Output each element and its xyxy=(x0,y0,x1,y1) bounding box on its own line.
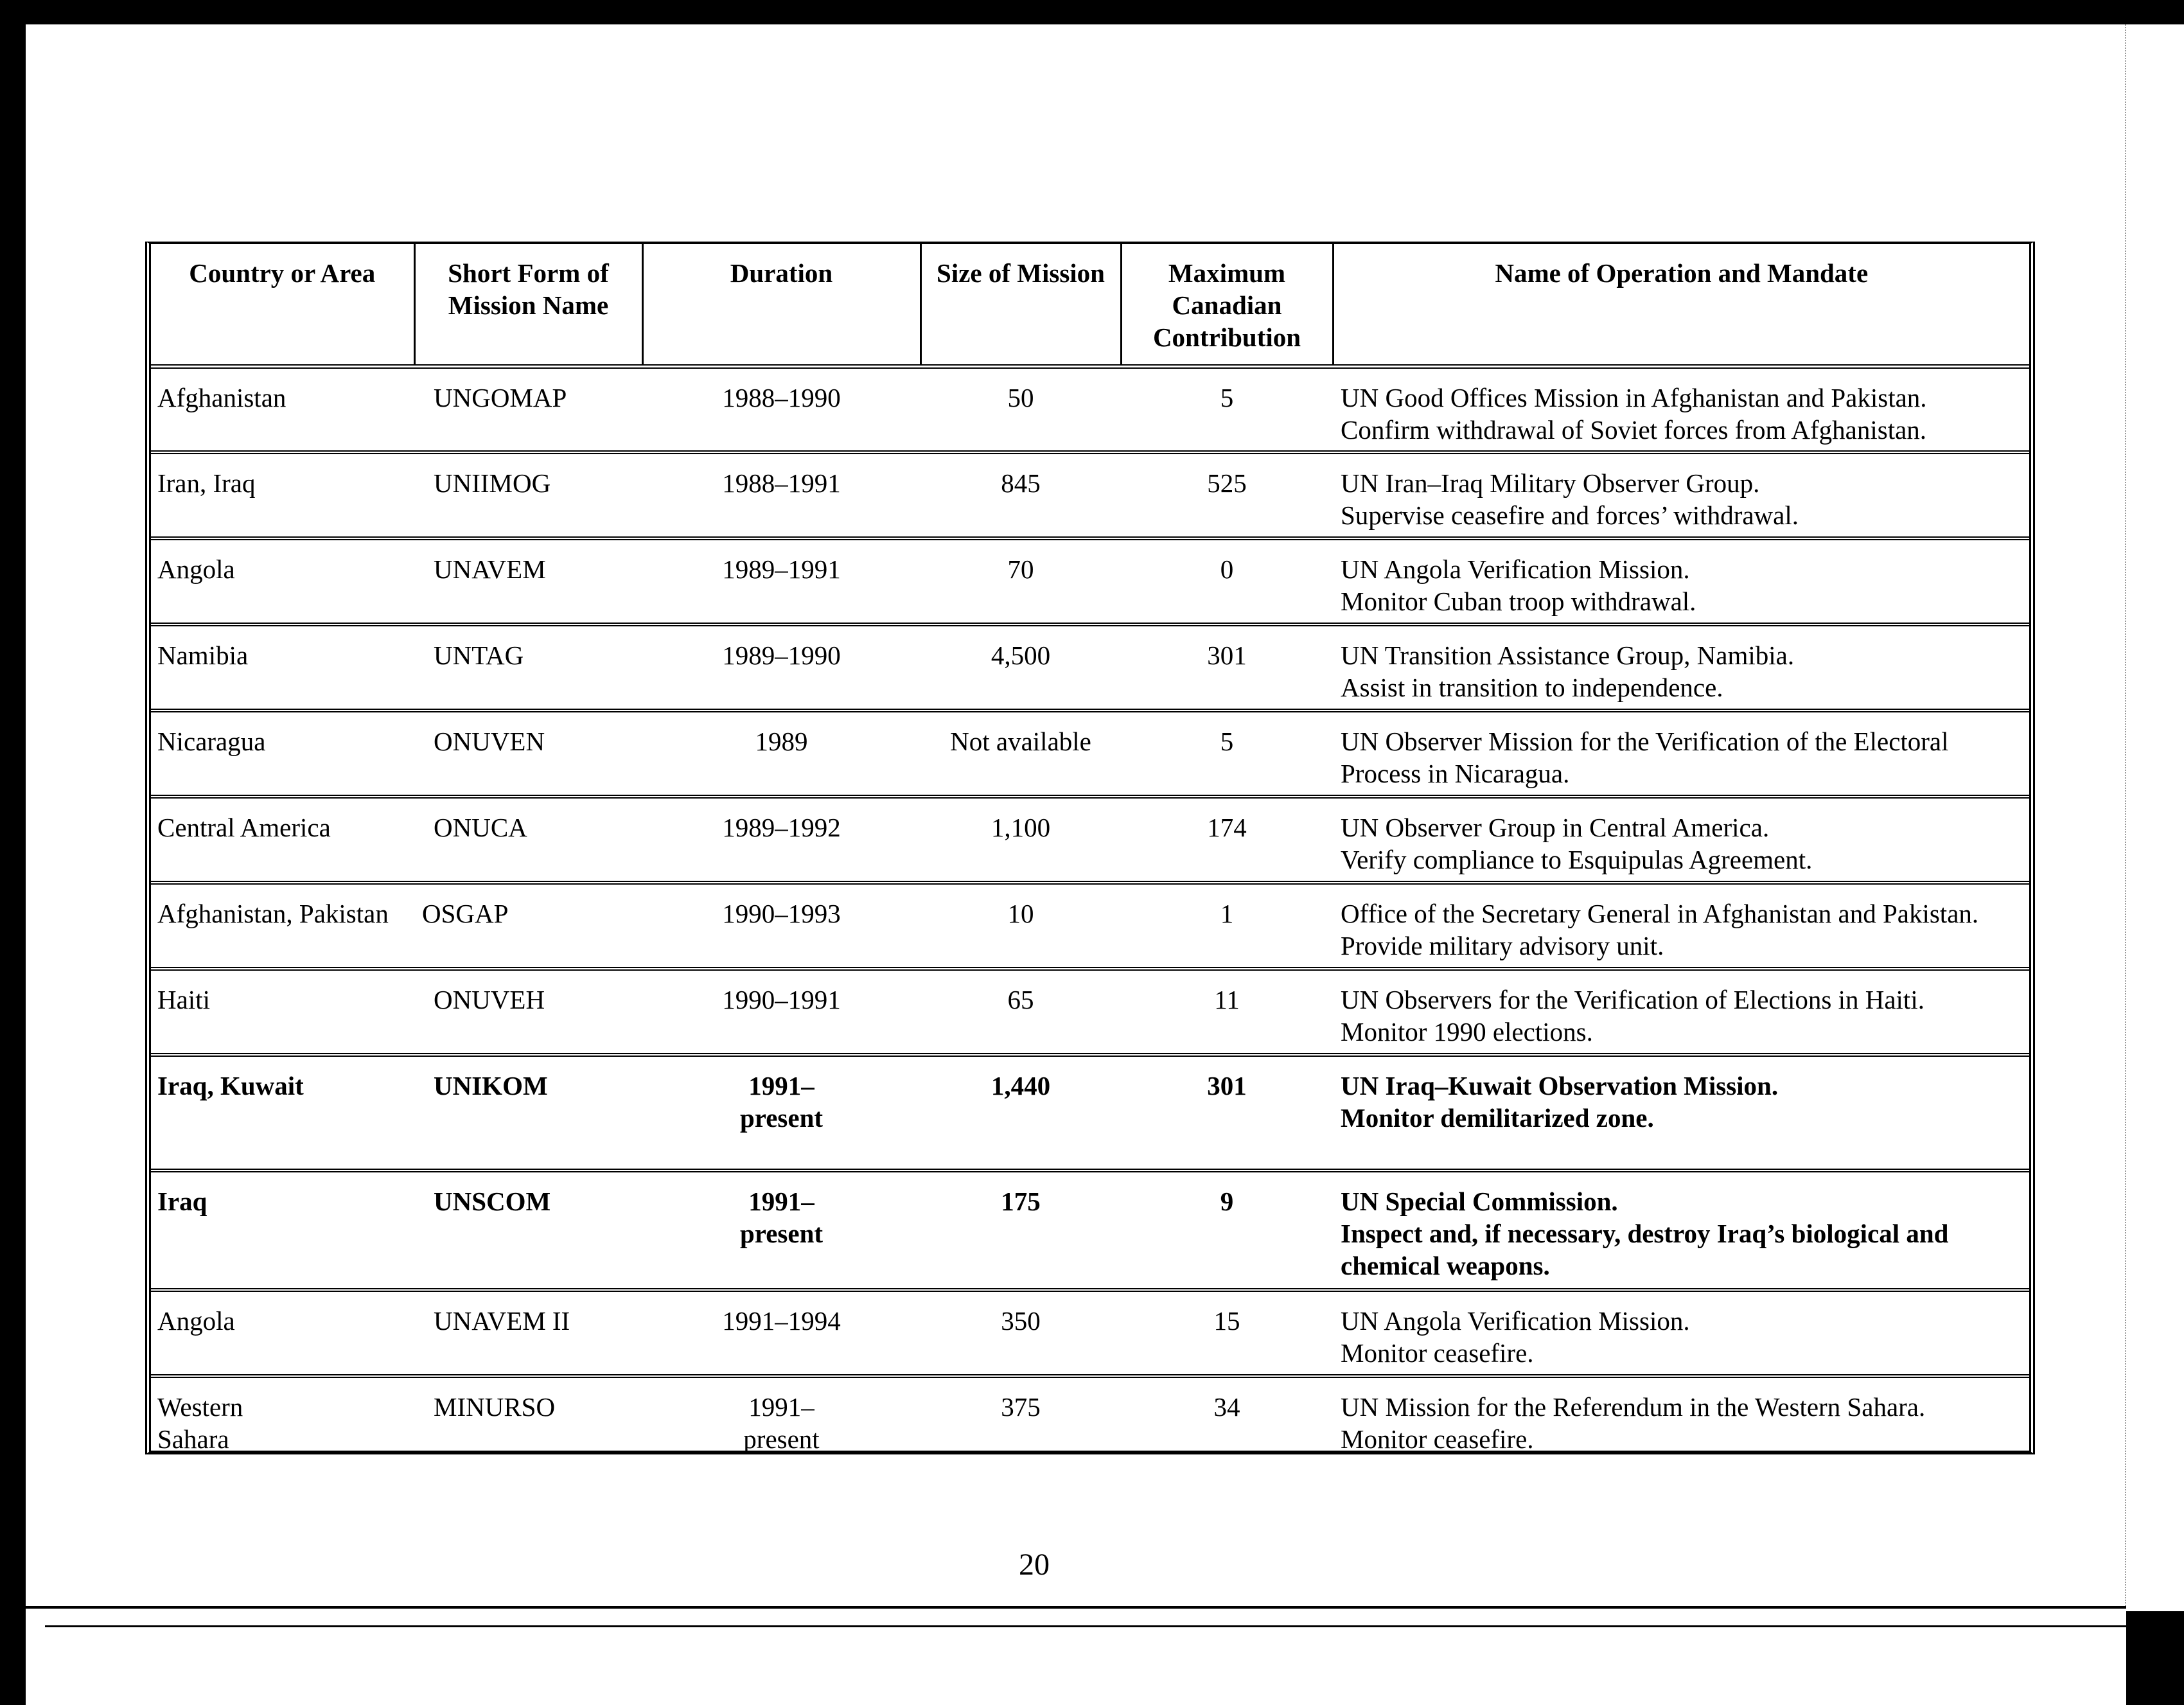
header-max-contribution: Maximum Canadian Contribution xyxy=(1121,244,1333,366)
cell-size: 175 xyxy=(920,1171,1121,1290)
header-duration: Duration xyxy=(642,244,920,366)
cell-size: 70 xyxy=(920,538,1121,624)
cell-max-contribution: 34 xyxy=(1213,1392,1240,1422)
cell-operation xyxy=(1333,711,2029,797)
cell-country: Namibia xyxy=(151,624,414,711)
header-operation-mandate: Name of Operation and Mandate xyxy=(1333,244,2029,366)
cell-country: Angola xyxy=(151,538,414,624)
cell-duration: 1991– present xyxy=(642,1171,920,1290)
cell-max-contribution: 301 xyxy=(1121,1055,1333,1171)
cell-short-form: UNSCOM xyxy=(414,1171,642,1290)
cell-size: 10 xyxy=(920,883,1121,969)
table-row xyxy=(151,797,2029,883)
cell-operation xyxy=(1333,1290,2029,1376)
operation-mandate: Confirm withdrawal of Soviet forces from Afghanistan. xyxy=(1341,414,1927,445)
cell-size: Not available xyxy=(920,711,1121,797)
cell-short-form: ONUVEN xyxy=(414,711,642,797)
cell-max-contribution: 5 xyxy=(1121,711,1333,797)
cell-operation xyxy=(1333,1376,2029,1455)
operation-mandate: Monitor demilitarized zone. xyxy=(1341,1103,1654,1133)
cell-country: Haiti xyxy=(151,969,414,1055)
operation-mandate: Monitor ceasefire. xyxy=(1341,1338,1534,1368)
cell-duration: 1989–1990 xyxy=(642,624,920,711)
cell-max-contribution: 9 xyxy=(1121,1171,1333,1290)
page-number: 20 xyxy=(1019,1548,1050,1582)
cell-size: 4,500 xyxy=(920,624,1121,711)
cell-size: 350 xyxy=(920,1290,1121,1376)
operation-mandate: Monitor 1990 elections. xyxy=(1341,1017,1593,1047)
cell-short-form: UNAVEM II xyxy=(414,1290,642,1376)
cell-country: Nicaragua xyxy=(151,711,414,797)
table-row xyxy=(151,711,2029,797)
cell-short-form: ONUVEH xyxy=(414,969,642,1055)
operation-mandate: Monitor ceasefire. xyxy=(1341,1424,1534,1454)
cell-short-form: ONUCA xyxy=(414,797,642,883)
cell-country: Iraq, Kuwait xyxy=(151,1055,414,1171)
cell-max-contribution: 525 xyxy=(1121,452,1333,538)
operation-name: UN Angola Verification Mission. xyxy=(1341,554,1690,584)
cell-country: Central America xyxy=(151,797,414,883)
operation-name: UN Special Commission. xyxy=(1341,1187,1618,1216)
table-row xyxy=(151,1290,2029,1376)
operation-mandate: Supervise ceasefire and forces’ withdrawal. xyxy=(1341,500,1799,530)
table-row xyxy=(151,538,2029,624)
cell-size: 1,100 xyxy=(920,797,1121,883)
operation-name: UN Mission for the Referendum in the Western Sahara. xyxy=(1341,1392,1926,1422)
cell-duration: 1989–1991 xyxy=(642,538,920,624)
operation-mandate: Inspect and, if necessary, destroy Iraq’s biological and chemical weapons. xyxy=(1341,1219,1949,1280)
cell-short-form: UNIIMOG xyxy=(414,452,642,538)
cell-country: Iraq xyxy=(151,1171,414,1290)
cell-operation xyxy=(1333,1171,2029,1290)
missions-table-frame xyxy=(145,242,2035,1454)
operation-name: UN Good Offices Mission in Afghanistan and Pakistan. xyxy=(1341,382,1927,412)
cell-country: Angola xyxy=(151,1290,414,1376)
operation-name: UN Observer Group in Central America. xyxy=(1341,813,1770,842)
table-row xyxy=(151,969,2029,1055)
cell-operation xyxy=(1333,366,2029,452)
cell-operation xyxy=(1333,797,2029,883)
operation-name: UN Transition Assistance Group, Namibia. xyxy=(1341,640,1795,670)
cell-max-contribution: 301 xyxy=(1121,624,1333,711)
table-row xyxy=(151,1055,2029,1171)
cell-duration: 1990–1993 xyxy=(642,883,920,969)
cell-size: 65 xyxy=(920,969,1121,1055)
table-row xyxy=(151,1171,2029,1290)
operation-name: UN Iraq–Kuwait Observation Mission. xyxy=(1341,1071,1779,1100)
cell-country: Afghanistan xyxy=(151,366,414,452)
table-header-row xyxy=(151,244,2029,366)
cell-size: 845 xyxy=(920,452,1121,538)
operation-name: Office of the Secretary General in Afghanistan and Pakistan. xyxy=(1341,899,1979,928)
cell-short-form: OSGAP xyxy=(414,883,642,969)
cell-short-form: UNIKOM xyxy=(414,1055,642,1171)
cell-duration: 1991–1994 xyxy=(642,1290,920,1376)
operation-mandate: Verify compliance to Esquipulas Agreement. xyxy=(1341,845,1813,874)
header-country: Country or Area xyxy=(151,244,414,366)
operation-name: UN Observer Mission for the Verification of the Electoral Process in Nicaragua. xyxy=(1341,727,1949,788)
header-short-form: Short Form of Mission Name xyxy=(414,244,642,366)
cell-duration: 1991– present xyxy=(743,1392,820,1454)
cell-short-form: MINURSO xyxy=(434,1392,556,1422)
page-bottom-edge xyxy=(26,1606,2126,1705)
cell-max-contribution: 1 xyxy=(1121,883,1333,969)
cell-max-contribution: 15 xyxy=(1121,1290,1333,1376)
cell-short-form: UNAVEM xyxy=(414,538,642,624)
operation-mandate: Assist in transition to independence. xyxy=(1341,673,1723,702)
table-row xyxy=(151,452,2029,538)
table-row xyxy=(151,883,2029,969)
cell-max-contribution: 5 xyxy=(1121,366,1333,452)
cell-max-contribution: 0 xyxy=(1121,538,1333,624)
cell-size: 50 xyxy=(920,366,1121,452)
cell-country: Afghanistan, Pakistan xyxy=(151,883,414,969)
cell-operation xyxy=(1333,538,2029,624)
cell-country: Western Sahara xyxy=(157,1392,243,1454)
cell-duration: 1991– present xyxy=(642,1055,920,1171)
cell-max-contribution: 174 xyxy=(1121,797,1333,883)
cell-short-form: UNTAG xyxy=(414,624,642,711)
operation-name: UN Angola Verification Mission. xyxy=(1341,1306,1690,1336)
operation-name: UN Iran–Iraq Military Observer Group. xyxy=(1341,468,1760,498)
table-row xyxy=(151,624,2029,711)
scan-edge xyxy=(2125,24,2184,1611)
cell-operation xyxy=(1333,1055,2029,1171)
cell-max-contribution: 11 xyxy=(1121,969,1333,1055)
table-row xyxy=(151,1376,2029,1455)
cell-duration: 1988–1990 xyxy=(642,366,920,452)
cell-operation xyxy=(1333,883,2029,969)
cell-operation xyxy=(1333,452,2029,538)
cell-size: 1,440 xyxy=(920,1055,1121,1171)
cell-short-form: UNGOMAP xyxy=(414,366,642,452)
operation-mandate: Monitor Cuban troop withdrawal. xyxy=(1341,587,1696,616)
cell-size: 375 xyxy=(1001,1392,1041,1422)
cell-duration: 1989 xyxy=(642,711,920,797)
bottom-rule xyxy=(45,1625,2126,1627)
missions-table xyxy=(151,244,2029,1455)
cell-duration: 1990–1991 xyxy=(642,969,920,1055)
cell-duration: 1989–1992 xyxy=(642,797,920,883)
cell-country: Iran, Iraq xyxy=(151,452,414,538)
cell-duration: 1988–1991 xyxy=(642,452,920,538)
operation-name: UN Observers for the Verification of Elections in Haiti. xyxy=(1341,985,1924,1014)
header-size: Size of Mission xyxy=(920,244,1121,366)
cell-operation xyxy=(1333,969,2029,1055)
operation-mandate: Provide military advisory unit. xyxy=(1341,931,1664,960)
cell-operation xyxy=(1333,624,2029,711)
table-row xyxy=(151,366,2029,452)
